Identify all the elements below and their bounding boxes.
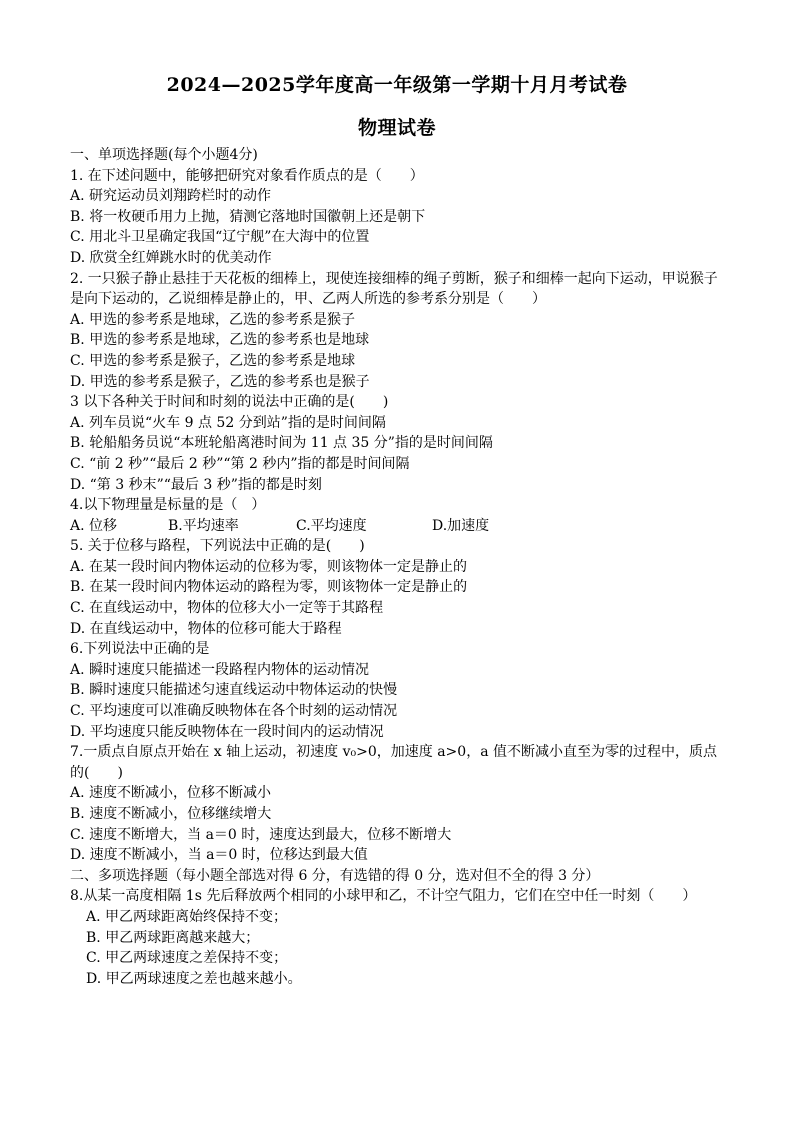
option-a: A. 在某一段时间内物体运动的位移为零，则该物体一定是静止的	[70, 558, 468, 575]
section-heading-single-choice: 一、单项选择题(每个小题4分)	[70, 147, 258, 163]
option-a: A. 列车员说“火车 9 点 52 分到站”指的是时间间隔	[70, 414, 386, 431]
option-b: B. 在某一段时间内物体运动的路程为零，则该物体一定是静止的	[70, 579, 468, 596]
question-stem: 2. 一只猴子静止悬挂于天花板的细棒上，现使连接细棒的绳子剪断，猴子和细棒一起向下运动，甲说猴子是向下运动的，乙说细棒是静止的，甲、乙两人所选的参考系分别是（ ）	[70, 270, 718, 308]
option-c: C. 速度不断增大，当 a＝0 时，速度达到最大，位移不断增大	[70, 826, 452, 843]
option-a: A. 甲乙两球距离始终保持不变；	[86, 908, 288, 925]
question-stem: 7.一质点自原点开始在 x 轴上运动，初速度 v₀>0，加速度 a>0，a 值不断减小直至为零的过程中，质点的( )	[70, 744, 717, 781]
option-b: B. 将一枚硬币用力上抛，猜测它落地时国徽朝上还是朝下	[70, 208, 426, 225]
question-stem: 8.从某一高度相隔 1s 先后释放两个相同的小球甲和乙，不计空气阻力，它们在空中任一时刻（ ）	[70, 888, 697, 905]
option-c: C. 甲乙两球速度之差保持不变；	[86, 950, 288, 967]
exam-subtitle: 物理试卷	[357, 117, 436, 139]
option-a: A. 甲选的参考系是地球，乙选的参考系是猴子	[70, 311, 356, 328]
option-d: D. 甲选的参考系是猴子，乙选的参考系也是猴子	[70, 373, 370, 390]
question-stem: 1. 在下述问题中，能够把研究对象看作质点的是（ ）	[70, 167, 424, 184]
option-b: B. 轮船船务员说“本班轮船离港时间为 11 点 35 分”指的是时间间隔	[70, 435, 493, 452]
option-c: C. 甲选的参考系是猴子，乙选的参考系是地球	[70, 352, 356, 369]
question-stem: 3 以下各种关于时间和时刻的说法中正确的是( )	[70, 394, 389, 411]
section-heading-multiple-choice: 二、多项选择题（每小题全部选对得 6 分，有选错的得 0 分，选对但不全的得 3 分）	[70, 867, 600, 884]
question-stem: 4.以下物理量是标量的是（ ）	[70, 497, 266, 514]
option-c: C.平均速度	[296, 517, 367, 534]
question-6	[70, 639, 730, 742]
question-stem: 5. 关于位移与路程，下列说法中正确的是( )	[70, 538, 365, 555]
question-5	[70, 536, 730, 639]
option-d: D. 欣赏全红婵跳水时的优美动作	[70, 249, 272, 266]
question-3	[70, 392, 730, 495]
option-d: D. “第 3 秒末”“最后 3 秒”指的都是时刻	[70, 476, 322, 493]
option-d: D. 速度不断减小，当 a＝0 时，位移达到最大值	[70, 847, 368, 864]
exam-content	[70, 145, 730, 989]
option-d: D. 平均速度只能反映物体在一段时间内的运动情况	[70, 723, 384, 740]
question-8	[70, 886, 730, 989]
option-c: C. 在直线运动中，物体的位移大小一定等于其路程	[70, 600, 384, 617]
option-d: D.加速度	[432, 517, 490, 534]
option-a: A. 瞬时速度只能描述一段路程内物体的运动情况	[70, 661, 370, 678]
option-a: A. 速度不断减小，位移不断减小	[70, 785, 272, 802]
option-d: D. 甲乙两球速度之差也越来越小。	[86, 970, 302, 987]
option-a: A. 研究运动员刘翔跨栏时的动作	[70, 188, 272, 205]
option-c: C. 用北斗卫星确定我国“辽宁舰”在大海中的位置	[70, 229, 370, 246]
question-7	[70, 742, 730, 866]
options-row	[70, 516, 730, 537]
option-b: B. 甲选的参考系是地球，乙选的参考系也是地球	[70, 332, 370, 349]
option-b: B. 甲乙两球距离越来越大；	[86, 929, 260, 946]
option-a: A. 位移	[70, 517, 118, 534]
question-2	[70, 269, 730, 393]
question-stem: 6.下列说法中正确的是	[70, 641, 210, 658]
option-c: C. 平均速度可以准确反映物体在各个时刻的运动情况	[70, 703, 398, 720]
question-1	[70, 166, 730, 269]
option-b: B.平均速率	[168, 517, 239, 534]
option-b: B. 瞬时速度只能描述匀速直线运动中物体运动的快慢	[70, 682, 398, 699]
exam-title: 2024—2025学年度高一年级第一学期十月月考试卷	[166, 74, 628, 96]
option-d: D. 在直线运动中，物体的位移可能大于路程	[70, 620, 342, 637]
option-b: B. 速度不断减小，位移继续增大	[70, 806, 272, 822]
option-c: C. “前 2 秒”“最后 2 秒”“第 2 秒内”指的都是时间间隔	[70, 455, 410, 472]
question-4	[70, 495, 730, 536]
